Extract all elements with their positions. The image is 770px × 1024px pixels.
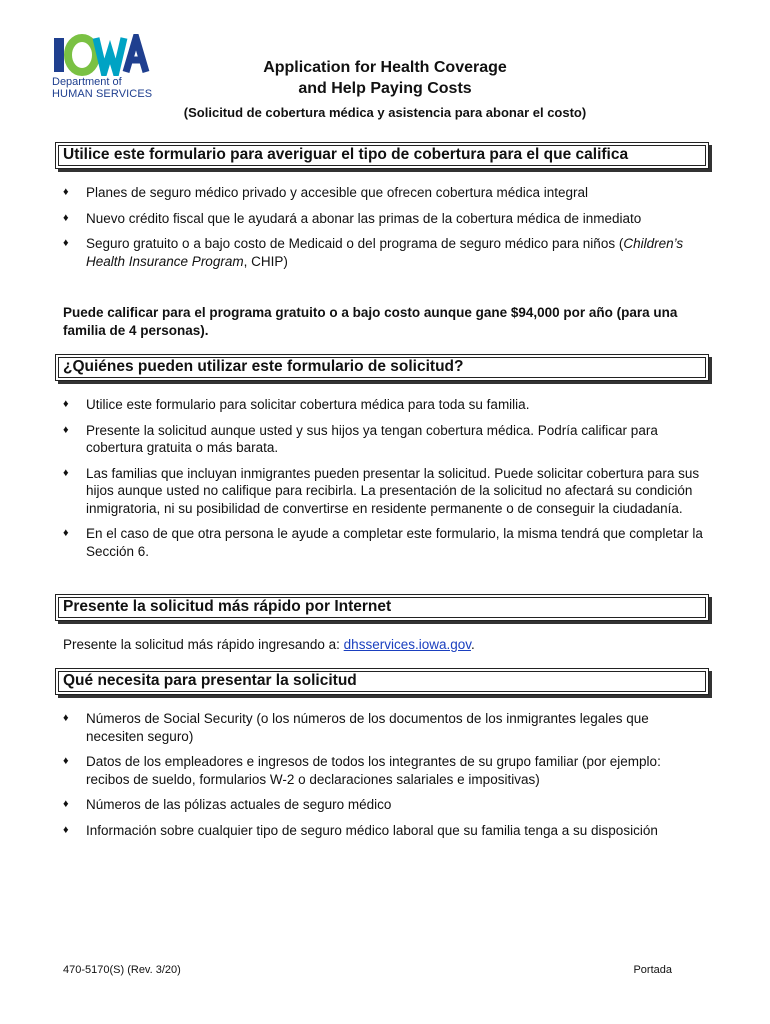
iowa-dhs-logo — [52, 34, 152, 104]
list-item: ♦ Datos de los empleadores e ingresos de todos los integrantes de su grupo familiar (por ejemplo: recibos de sueldo, formularios W-2 o declaraciones salariales e impositivas) — [63, 754, 661, 787]
page-title-line2: and Help Paying Costs — [298, 80, 472, 97]
section-heading-coverage — [55, 142, 709, 169]
list-item: ♦ Seguro gratuito o a bajo costo de Medicaid o del programa de seguro médico para niños (Children’s Health Insurance Program, CHIP) — [63, 236, 684, 269]
iowa-logo-mark — [52, 34, 152, 76]
chip-italic-name: Children’s Health Insurance Program — [86, 236, 684, 269]
income-note: Puede calificar para el programa gratuito o a bajo costo aunque gane $94,000 por año (para una familia de 4 personas). — [63, 305, 678, 338]
what-you-need-bullet-list — [63, 710, 703, 847]
diamond-bullet-icon: ♦ — [63, 211, 69, 224]
section-heading-apply-online — [55, 594, 709, 621]
diamond-bullet-icon: ♦ — [63, 398, 69, 410]
diamond-bullet-icon: ♦ — [63, 712, 69, 724]
page-subtitle: (Solicitud de cobertura médica y asistencia para abonar el costo) — [183, 105, 587, 120]
section-heading-who-can-use — [55, 354, 709, 381]
list-item: ♦ Presente la solicitud aunque usted y sus hijos ya tengan cobertura médica. Podría calificar para cobertura gratuita o más barata. — [63, 422, 658, 455]
section-heading-text: Presente la solicitud más rápido por Internet — [63, 598, 392, 615]
list-item: ♦ Las familias que incluyan inmigrantes pueden presentar la solicitud. Puede solicitar cobertura para sus hijos aunque usted no califique para recibirla. La presentación de la solicitud no afectará su condición inmigratoria, ni su posibilidad de convertirse en residente permanente o de conseguir la ciudadanía. — [63, 465, 700, 516]
list-item: ♦ Información sobre cualquier tipo de seguro médico laboral que su familia tenga a su disposición — [63, 822, 658, 838]
page-label: Portada — [633, 964, 672, 976]
diamond-bullet-icon: ♦ — [63, 466, 69, 479]
section-heading-text: ¿Quiénes pueden utilizar este formulario de solicitud? — [63, 358, 464, 375]
diamond-bullet-icon: ♦ — [63, 798, 69, 810]
list-item: ♦ Números de Social Security (o los números de los documentos de los inmigrantes legales que necesiten seguro) — [63, 711, 649, 744]
diamond-bullet-icon: ♦ — [63, 755, 69, 767]
list-item: ♦ Planes de seguro médico privado y accesible que ofrecen cobertura médica integral — [63, 185, 589, 200]
section-heading-what-you-need — [55, 668, 709, 695]
diamond-bullet-icon: ♦ — [63, 237, 69, 249]
section-heading-text: Qué necesita para presentar la solicitud — [63, 672, 357, 689]
coverage-bullet-list — [63, 184, 703, 278]
dhs-services-link[interactable]: dhsservices.iowa.gov — [343, 637, 471, 652]
logo-dept-line2: HUMAN SERVICES — [52, 88, 153, 100]
who-can-use-bullet-list — [63, 396, 703, 568]
apply-online-text: Presente la solicitud más rápido ingresando a: dhsservices.iowa.gov. — [63, 637, 475, 652]
list-item: ♦ Utilice este formulario para solicitar cobertura médica para toda su familia. — [63, 397, 530, 412]
logo-department-text — [52, 76, 152, 100]
diamond-bullet-icon: ♦ — [63, 186, 69, 198]
list-item: ♦ Números de las pólizas actuales de seguro médico — [63, 797, 392, 812]
section-heading-text: Utilice este formulario para averiguar el tipo de cobertura para el que califica — [63, 146, 629, 163]
form-number: 470-5170(S) (Rev. 3/20) — [63, 964, 181, 976]
diamond-bullet-icon: ♦ — [63, 527, 69, 539]
page-title-line1: Application for Health Coverage — [263, 59, 507, 76]
logo-dept-line1: Department of — [52, 76, 122, 88]
list-item: ♦ Nuevo crédito fiscal que le ayudará a abonar las primas de la cobertura médica de inmediato — [63, 210, 642, 226]
diamond-bullet-icon: ♦ — [63, 423, 69, 436]
list-item: ♦ En el caso de que otra persona le ayude a completar este formulario, la misma tendrá que completar la Sección 6. — [63, 526, 703, 559]
diamond-bullet-icon: ♦ — [63, 823, 69, 836]
